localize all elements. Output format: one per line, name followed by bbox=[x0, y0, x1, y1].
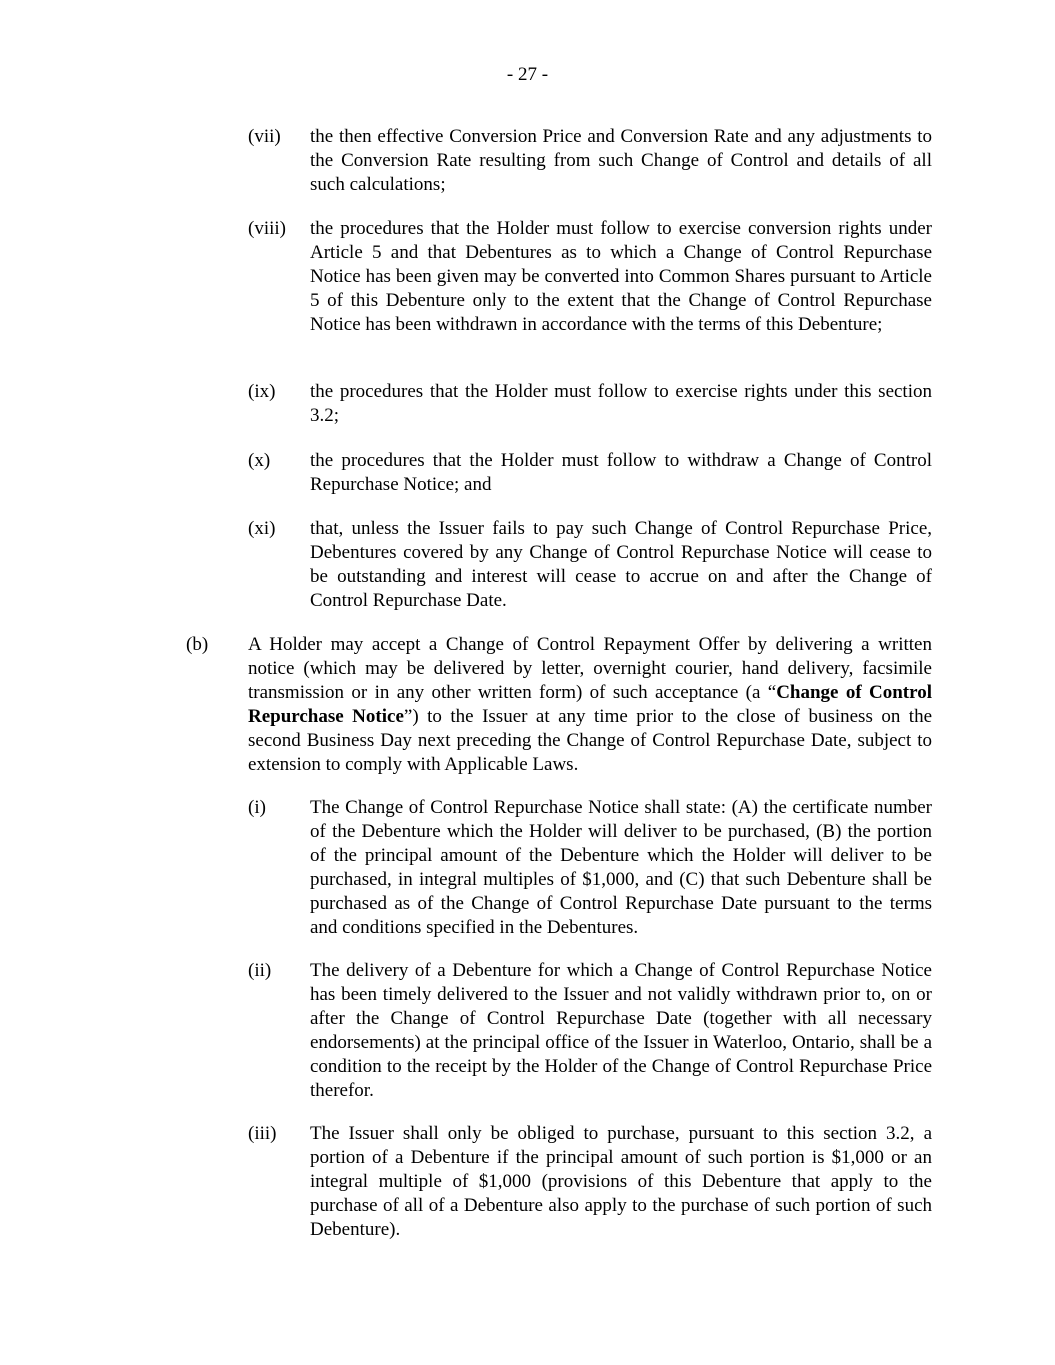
clause-text: The Change of Control Repurchase Notice shall state: (A) the certificate number of the Debenture which the Holder will deliver to be purchased, (B) the portion of the principal amount of the Debenture which the Holder will deliver to be purchased, in integral multiples of $1,000, and (C) that such Debenture shall be purchased as of the Change of Control Repurchase Date pursuant to the terms and conditions specified in the Debentures. bbox=[310, 797, 932, 938]
clause-text: The Issuer shall only be obliged to purchase, pursuant to this section 3.2, a portion of a Debenture if the principal amount of such portion is $1,000 or an integral multiple of $1,000 (provisions of this Debenture that apply to the purchase of all of a Debenture also apply to the purchase of such portion of such Debenture). bbox=[310, 1123, 932, 1240]
clause-number: (viii) bbox=[248, 218, 286, 239]
clause-text-before: A Holder may accept a Change of Control Repayment Offer by delivering a written notice (which may be delivered by letter, overnight courier, hand delivery, facsimile transmission or in any other written form) of such acceptance (a “ bbox=[248, 634, 932, 703]
clause-text: the then effective Conversion Price and Conversion Rate and any adjustments to the Conversion Rate resulting from such Change of Control and details of all such calculations; bbox=[310, 126, 932, 195]
clause-number: (ix) bbox=[248, 381, 276, 402]
clause-text bbox=[248, 633, 932, 777]
defined-term: Change of Control Repurchase Notice bbox=[248, 682, 932, 727]
clause-number: (x) bbox=[248, 450, 271, 471]
clause-text: the procedures that the Holder must follow to exercise conversion rights under Article 5 and that Debentures as to which a Change of Control Repurchase Notice has been given may be converted into Common Shares pursuant to Article 5 of this Debenture only to the extent that the Change of Control Repurchase Notice has been withdrawn in accordance with the terms of this Debenture; bbox=[310, 218, 932, 335]
clause-text-after: ”) to the Issuer at any time prior to the close of business on the second Business Day next preceding the Change of Control Repurchase Date, subject to extension to comply with Applicable Laws. bbox=[248, 706, 933, 775]
clause-number: (xi) bbox=[248, 518, 276, 539]
clause-number: (ii) bbox=[248, 960, 272, 981]
clause-text: that, unless the Issuer fails to pay such Change of Control Repurchase Price, Debentures covered by any Change of Control Repurchase Notice will cease to be outstanding and interest will cease to accrue on and after the Change of Control Repurchase Date. bbox=[310, 518, 932, 611]
clause-number: (iii) bbox=[248, 1123, 277, 1144]
page-number: - 27 - bbox=[506, 64, 549, 85]
clause-text: the procedures that the Holder must follow to exercise rights under this section 3.2; bbox=[310, 381, 932, 426]
clause-number: (i) bbox=[248, 797, 266, 818]
clause-text: the procedures that the Holder must follow to withdraw a Change of Control Repurchase Notice; and bbox=[310, 450, 932, 495]
clause-number: (b) bbox=[186, 634, 209, 655]
clause-number: (vii) bbox=[248, 126, 281, 147]
clause-text: The delivery of a Debenture for which a Change of Control Repurchase Notice has been timely delivered to the Issuer and not validly withdrawn prior to, on or after the Change of Control Repurchase Date (together with all necessary endorsements) at the principal office of the Issuer in Waterloo, Ontario, shall be a condition to the receipt by the Holder of the Change of Control Repurchase Price therefor. bbox=[310, 960, 932, 1101]
